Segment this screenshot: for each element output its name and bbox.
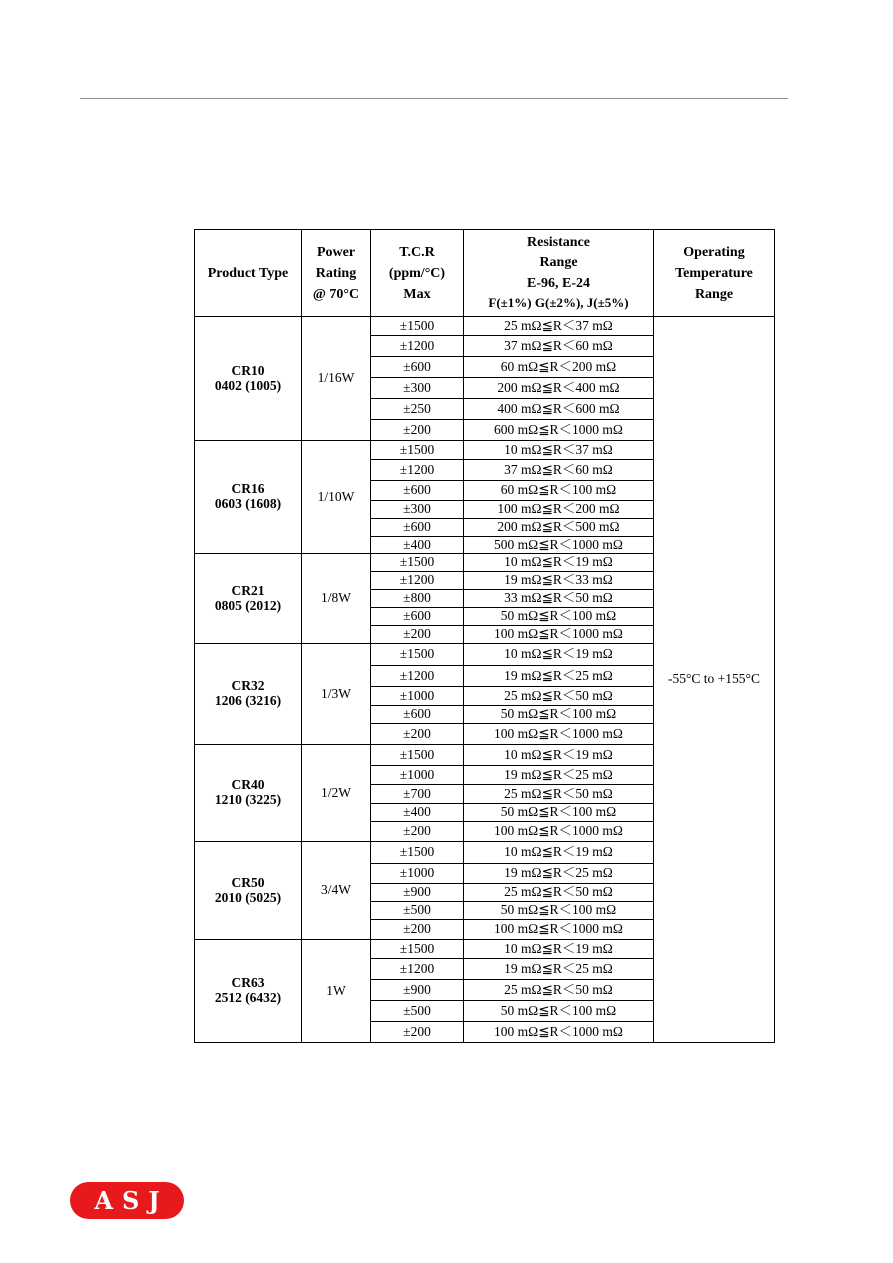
tcr-cell: ±400 (371, 537, 464, 554)
resistance-range-cell: 50 mΩ≦R＜100 mΩ (464, 804, 654, 822)
tcr-cell: ±200 (371, 724, 464, 745)
product-size: 0603 (1608) (214, 496, 282, 511)
tcr-cell: ±600 (371, 519, 464, 537)
tcr-cell: ±1500 (371, 554, 464, 572)
resistance-range-cell: 19 mΩ≦R＜25 mΩ (464, 959, 654, 980)
resistance-range-cell: 10 mΩ≦R＜19 mΩ (464, 745, 654, 766)
resistance-range-cell: 60 mΩ≦R＜200 mΩ (464, 357, 654, 378)
product-size: 1210 (3225) (214, 792, 282, 807)
product-name: CR16 (231, 481, 265, 497)
tcr-cell: ±1200 (371, 460, 464, 481)
resistance-range-cell: 25 mΩ≦R＜50 mΩ (464, 785, 654, 804)
table-header-row (195, 230, 775, 317)
power-rating-cell: 1/3W (302, 644, 371, 745)
resistance-range-cell: 25 mΩ≦R＜50 mΩ (464, 687, 654, 706)
product-type-cell (195, 554, 302, 644)
product-name: CR10 (231, 362, 265, 378)
tcr-cell: ±1200 (371, 959, 464, 980)
product-type-cell (195, 441, 302, 554)
product-name: CR63 (231, 975, 265, 991)
resistance-range-cell: 25 mΩ≦R＜37 mΩ (464, 317, 654, 336)
resistance-range-cell: 500 mΩ≦R＜1000 mΩ (464, 537, 654, 554)
tcr-cell: ±300 (371, 378, 464, 399)
resistance-range-cell: 10 mΩ≦R＜19 mΩ (464, 940, 654, 959)
resistance-range-cell: 50 mΩ≦R＜100 mΩ (464, 1001, 654, 1022)
resistance-range-cell: 10 mΩ≦R＜37 mΩ (464, 441, 654, 460)
tcr-cell: ±1500 (371, 940, 464, 959)
resistance-range-cell: 19 mΩ≦R＜25 mΩ (464, 864, 654, 884)
tcr-cell: ±900 (371, 884, 464, 902)
resistance-range-cell: 50 mΩ≦R＜100 mΩ (464, 608, 654, 626)
product-size: 2010 (5025) (214, 889, 282, 905)
tcr-cell: ±200 (371, 1022, 464, 1043)
resistance-range-cell: 10 mΩ≦R＜19 mΩ (464, 842, 654, 864)
tcr-cell: ±900 (371, 980, 464, 1001)
product-type-cell (195, 842, 302, 940)
header-resistance-range: Resistance Range E-96, E-24 F(±1%) G(±2%), J(±5%) (464, 230, 654, 317)
power-rating-cell: 1W (302, 940, 371, 1043)
product-type-cell (195, 644, 302, 745)
tcr-cell: ±600 (371, 357, 464, 378)
resistance-range-cell: 100 mΩ≦R＜1000 mΩ (464, 724, 654, 745)
power-rating-cell: 1/2W (302, 745, 371, 842)
tcr-cell: ±800 (371, 590, 464, 608)
asj-logo (70, 1182, 184, 1219)
resistance-range-cell: 25 mΩ≦R＜50 mΩ (464, 884, 654, 902)
tcr-cell: ±1500 (371, 644, 464, 666)
tcr-cell: ±1000 (371, 687, 464, 706)
header-power-rating: Power Rating @ 70°C (302, 230, 371, 317)
tcr-cell: ±600 (371, 608, 464, 626)
tcr-cell: ±200 (371, 626, 464, 644)
tcr-cell: ±700 (371, 785, 464, 804)
resistance-range-cell: 25 mΩ≦R＜50 mΩ (464, 980, 654, 1001)
resistance-range-cell: 60 mΩ≦R＜100 mΩ (464, 481, 654, 501)
product-name: CR50 (231, 874, 265, 890)
resistance-range-cell: 37 mΩ≦R＜60 mΩ (464, 460, 654, 481)
product-name: CR21 (231, 582, 265, 598)
tcr-cell: ±200 (371, 822, 464, 842)
resistance-range-cell: 37 mΩ≦R＜60 mΩ (464, 336, 654, 357)
power-rating-cell: 1/10W (302, 441, 371, 554)
header-product-type: Product Type (195, 230, 302, 317)
power-rating-cell: 3/4W (302, 842, 371, 940)
tcr-cell: ±500 (371, 902, 464, 920)
resistance-range-cell: 100 mΩ≦R＜1000 mΩ (464, 626, 654, 644)
resistance-range-cell: 200 mΩ≦R＜500 mΩ (464, 519, 654, 537)
product-size: 0805 (2012) (214, 597, 282, 613)
tcr-cell: ±1200 (371, 336, 464, 357)
resistance-range-cell: 33 mΩ≦R＜50 mΩ (464, 590, 654, 608)
product-type-cell (195, 940, 302, 1043)
tcr-cell: ±1200 (371, 666, 464, 687)
resistance-range-cell: 10 mΩ≦R＜19 mΩ (464, 644, 654, 666)
resistance-range-cell: 600 mΩ≦R＜1000 mΩ (464, 420, 654, 441)
operating-temperature-cell: -55°C to +155°C (654, 317, 775, 1043)
product-name: CR32 (231, 678, 265, 694)
tcr-cell: ±200 (371, 920, 464, 940)
resistance-range-cell: 19 mΩ≦R＜25 mΩ (464, 666, 654, 687)
header-divider (80, 98, 788, 99)
resistance-range-cell: 50 mΩ≦R＜100 mΩ (464, 706, 654, 724)
tcr-cell: ±1500 (371, 745, 464, 766)
resistance-range-cell: 100 mΩ≦R＜1000 mΩ (464, 822, 654, 842)
power-rating-cell: 1/16W (302, 317, 371, 441)
tcr-cell: ±1500 (371, 317, 464, 336)
logo-text: ASJ (94, 1186, 169, 1215)
resistance-range-cell: 100 mΩ≦R＜200 mΩ (464, 501, 654, 519)
tcr-cell: ±600 (371, 706, 464, 724)
tcr-cell: ±1500 (371, 842, 464, 864)
resistance-range-cell: 10 mΩ≦R＜19 mΩ (464, 554, 654, 572)
tcr-cell: ±500 (371, 1001, 464, 1022)
power-rating-cell: 1/8W (302, 554, 371, 644)
tcr-cell: ±600 (371, 481, 464, 501)
tcr-cell: ±1500 (371, 441, 464, 460)
resistance-range-cell: 100 mΩ≦R＜1000 mΩ (464, 920, 654, 940)
table-body (195, 317, 775, 1043)
product-size: 1206 (3216) (214, 693, 282, 708)
resistor-spec-table (194, 229, 775, 1043)
tcr-cell: ±400 (371, 804, 464, 822)
resistance-range-cell: 200 mΩ≦R＜400 mΩ (464, 378, 654, 399)
resistance-range-cell: 400 mΩ≦R＜600 mΩ (464, 399, 654, 420)
product-type-cell (195, 745, 302, 842)
resistance-range-cell: 19 mΩ≦R＜33 mΩ (464, 572, 654, 590)
header-tcr: T.C.R (ppm/°C) Max (371, 230, 464, 317)
tcr-cell: ±250 (371, 399, 464, 420)
tcr-cell: ±1200 (371, 572, 464, 590)
tcr-cell: ±300 (371, 501, 464, 519)
resistance-range-cell: 100 mΩ≦R＜1000 mΩ (464, 1022, 654, 1043)
resistance-range-cell: 50 mΩ≦R＜100 mΩ (464, 902, 654, 920)
product-size: 0402 (1005) (214, 377, 282, 393)
product-name: CR40 (231, 777, 265, 793)
table-row (195, 317, 775, 336)
tcr-cell: ±1000 (371, 766, 464, 785)
tcr-cell: ±200 (371, 420, 464, 441)
tcr-cell: ±1000 (371, 864, 464, 884)
header-operating-temperature: Operating Temperature Range (654, 230, 775, 317)
product-type-cell (195, 317, 302, 441)
product-size: 2512 (6432) (214, 990, 282, 1005)
resistance-range-cell: 19 mΩ≦R＜25 mΩ (464, 766, 654, 785)
